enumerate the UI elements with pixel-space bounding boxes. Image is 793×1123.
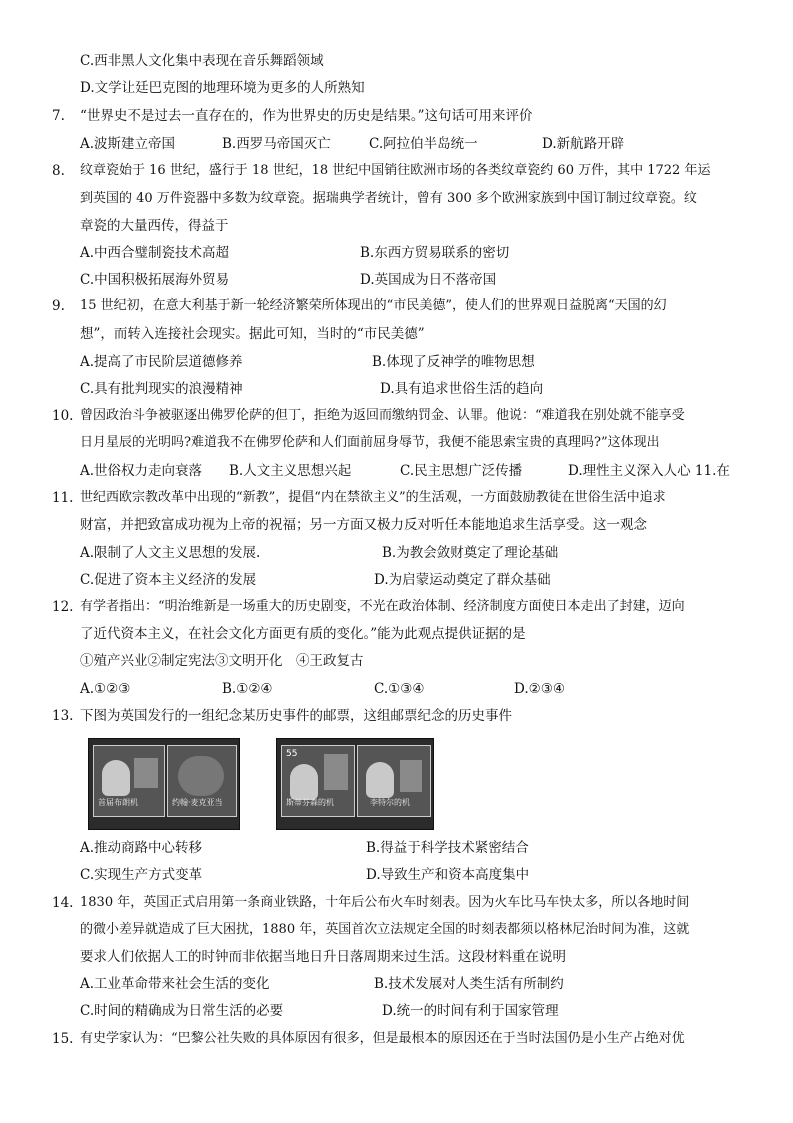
- q12-option-d: D.②③④: [514, 681, 565, 697]
- q9-option-a: A.提高了市民阶层道德修养: [80, 354, 243, 370]
- question-number: 11.: [52, 490, 74, 506]
- question-text: 的微小差异就造成了巨大困扰，1880 年，英国首次立法规定全国的时刻表都须以格林尼治时间为准，这就: [80, 922, 690, 937]
- stamp: [357, 745, 431, 817]
- question-text: 有史学家认为：“巴黎公社失败的具体原因有很多，但是最根本的原因还在于当时法国仍是小生产占绝对优: [80, 1031, 685, 1046]
- question-text: 15 世纪初，在意大利基于新一轮经济繁荣所体现出的“市民美德”，使人们的世界观日益脱离“天国的幻: [80, 298, 667, 313]
- factory-figure: [324, 754, 348, 790]
- question-number: 12.: [52, 599, 74, 615]
- stamp-caption: 首届布朗机: [98, 798, 138, 807]
- question-text: 曾因政治斗争被驱逐出佛罗伦萨的但丁，拒绝为返回而缴纳罚金、认罪。他说：“难道我在别处就不能享受: [80, 408, 685, 423]
- q12-option-b: B.①②④: [222, 681, 273, 697]
- q11-option-d: D.为启蒙运动奠定了群众基础: [374, 572, 551, 588]
- stamp-caption: 斯蒂芬森的机: [286, 798, 334, 807]
- question-number: 8.: [52, 163, 65, 179]
- question-number: 10.: [52, 408, 74, 424]
- q13-option-c: C.实现生产方式变革: [80, 867, 203, 883]
- q7-option-d: D.新航路开辟: [542, 136, 625, 152]
- question-statements: ①殖产兴业②制定宪法③文明开化 ④王政复古: [80, 653, 364, 669]
- question-text: 财富，并把致富成功视为上帝的祝福；另一方面又极力反对听任本能地追求生活享受。这一观念: [80, 517, 647, 533]
- question-text: 纹章瓷始于 16 世纪，盛行于 18 世纪，18 世纪中国销往欧洲市场的各类纹章瓷约 60 万件，其中 1722 年运: [80, 163, 711, 178]
- q8-option-b: B.东西方贸易联系的密切: [360, 245, 510, 261]
- portrait-figure: [366, 762, 394, 798]
- q10-option-c: C.民主思想广泛传播: [400, 463, 523, 479]
- q8-option-a: A.中西合璧制瓷技术高超: [80, 245, 230, 261]
- q13-option-d: D.导致生产和资本高度集中: [366, 867, 530, 883]
- question-text: “世界史不是过去一直存在的，作为世界史的历史是结果。”这句话可用来评价: [80, 108, 533, 124]
- question-text: 1830 年，英国正式启用第一条商业铁路，十年后公布火车时刻表。因为火车比马车快太多，所以各地时间: [80, 895, 690, 910]
- q8-option-c: C.中国积极拓展海外贸易: [80, 272, 230, 288]
- question-number: 14.: [52, 895, 74, 911]
- question-text: 了近代资本主义，在社会文化方面更有质的变化。”能为此观点提供证据的是: [80, 626, 526, 642]
- q7-option-c: C.阿拉伯半岛统一: [369, 136, 478, 152]
- stamp-image: [88, 738, 434, 828]
- question-text: 下图为英国发行的一组纪念某历史事件的邮票，这组邮票纪念的历史事件: [80, 708, 512, 724]
- stamp: [93, 745, 165, 817]
- question-text: 有学者指出：“明治维新是一场重大的历史剧变，不光在政治体制、经济制度方面使日本走出了封建，迈向: [80, 599, 685, 614]
- question-number: 15.: [52, 1031, 74, 1047]
- question-text: 章瓷的大量西传，得益于: [80, 218, 229, 234]
- q14-option-d: D.统一的时间有利于国家管理: [382, 1003, 559, 1019]
- q12-option-c: C.①③④: [374, 681, 425, 697]
- question-text: 到英国的 40 万件瓷器中多数为纹章瓷。据瑞典学者统计，曾有 300 多个欧洲家族到中国订制过纹章瓷。纹: [80, 191, 697, 206]
- q12-option-a: A.①②③: [80, 681, 131, 697]
- q13-option-b: B.得益于科学技术紧密结合: [366, 840, 529, 856]
- q10-option-d: D.理性主义深入人心 11.在: [568, 463, 730, 479]
- q11-option-a: A.限制了人文主义思想的发展.: [80, 545, 261, 561]
- machine-figure: [178, 756, 224, 796]
- portrait-figure: [102, 760, 130, 796]
- q9-option-c: C.具有批判现实的浪漫精神: [80, 381, 243, 397]
- stamp: [281, 745, 355, 817]
- q13-option-a: A.推动商路中心转移: [80, 840, 203, 856]
- q14-option-b: B.技术发展对人类生活有所制约: [374, 976, 564, 992]
- question-text: 日月星辰的光明吗?难道我不在佛罗伦萨和人们面前屈身辱节，我便不能思索宝贵的真理吗?”这体现出: [80, 435, 660, 450]
- q11-option-c: C.促进了资本主义经济的发展: [80, 572, 257, 588]
- question-number: 7.: [52, 108, 65, 124]
- q10-option-a: A.世俗权力走向衰落: [80, 463, 203, 479]
- q14-option-c: C.时间的精确成为日常生活的必要: [80, 1003, 284, 1019]
- question-number: 9.: [52, 298, 65, 314]
- q7-option-b: B.西罗马帝国灭亡: [222, 136, 331, 152]
- portrait-figure: [290, 764, 318, 800]
- q6-option-c: C.西非黑人文化集中表现在音乐舞蹈领域: [80, 53, 324, 69]
- question-text: 想”，而转入连接社会现实。据此可知，当时的“市民美德”: [80, 326, 425, 342]
- building-figure: [134, 758, 158, 788]
- question-number: 13.: [52, 708, 74, 724]
- question-text: 世纪西欧宗教改革中出现的“新教”，提倡“内在禁欲主义”的生活观，一方面鼓励教徒在世俗生活中追求: [80, 490, 666, 505]
- q11-option-b: B.为教会敛财奠定了理论基础: [382, 545, 559, 561]
- question-text: 要求人们依据人工的时钟而非依据当地日升日落周期来过生活。这段材料重在说明: [80, 949, 566, 965]
- q7-option-a: A.波斯建立帝国: [80, 136, 176, 152]
- stamp-pair-right: [276, 738, 434, 830]
- q9-option-b: B.体现了反神学的唯物思想: [372, 354, 535, 370]
- machine-figure: [400, 760, 422, 792]
- stamp: [167, 745, 237, 817]
- stamp-value: 55: [286, 749, 298, 759]
- q8-option-d: D.英国成为日不落帝国: [360, 272, 497, 288]
- q9-option-d: D.具有追求世俗生活的趋向: [380, 381, 544, 397]
- stamp-caption: 约翰·麦克亚当: [172, 798, 223, 807]
- q10-option-b: B.人文主义思想兴起: [229, 463, 352, 479]
- q14-option-a: A.工业革命带来社会生活的变化: [80, 976, 270, 992]
- stamp-caption: 李特尔的机: [370, 798, 410, 807]
- stamp-pair-left: [88, 738, 240, 830]
- q6-option-d: D.文学让廷巴克图的地理环境为更多的人所熟知: [80, 80, 365, 96]
